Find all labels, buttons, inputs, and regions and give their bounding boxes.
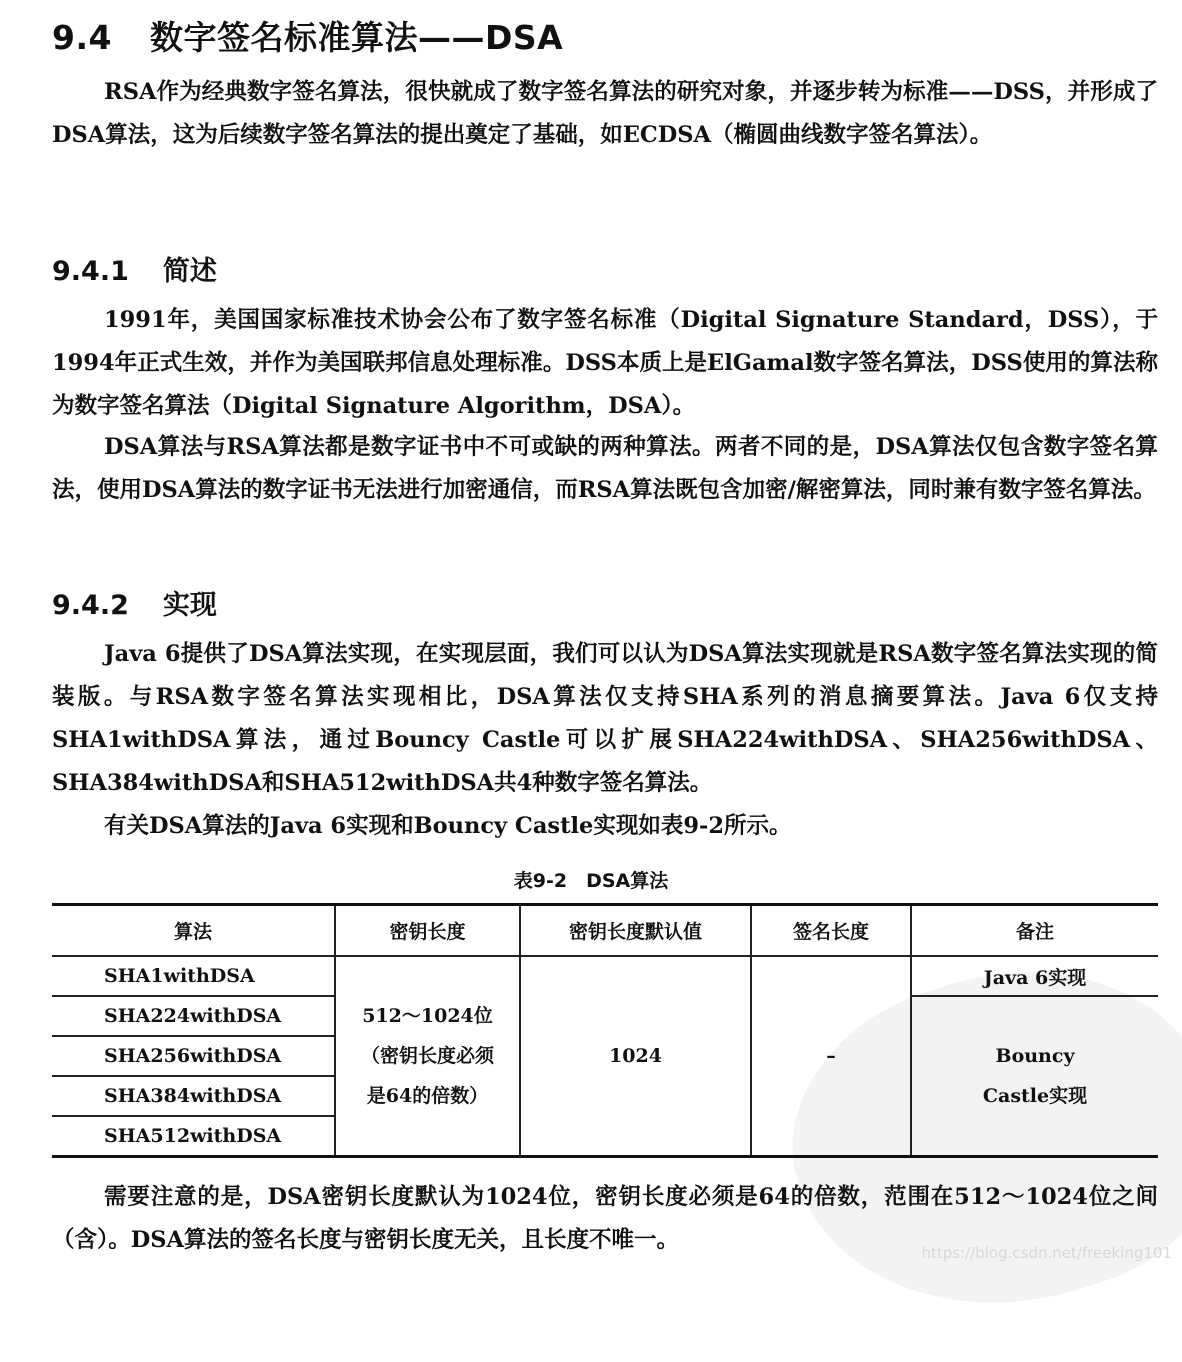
subsection-number: 9.4.2 xyxy=(52,590,129,621)
note-bouncy-castle-cell xyxy=(911,996,1158,1157)
dsa-algorithm-table xyxy=(52,903,1158,1158)
algorithm-cell: SHA224withDSA xyxy=(52,996,335,1036)
default-key-length-cell: 1024 xyxy=(520,956,751,1157)
algorithm-cell: SHA384withDSA xyxy=(52,1076,335,1116)
implementation-paragraph-2: 有关DSA算法的Java 6实现和Bouncy Castle实现如表9-2所示。 xyxy=(104,813,792,839)
header-signature-length: 签名长度 xyxy=(751,905,911,957)
subsection-heading-overview xyxy=(52,249,217,288)
algorithm-cell: SHA512withDSA xyxy=(52,1116,335,1157)
subsection-number: 9.4.1 xyxy=(52,256,129,287)
key-length-cell xyxy=(335,956,520,1157)
section-title: 数字签名标准算法——DSA xyxy=(149,18,564,57)
subsection-heading-implementation xyxy=(52,583,217,622)
header-algorithm: 算法 xyxy=(52,905,335,957)
table-row xyxy=(52,956,1158,996)
watermark-url: https://blog.csdn.net/freeking101 xyxy=(921,1244,1172,1262)
section-heading xyxy=(52,12,563,59)
subsection-title: 实现 xyxy=(162,590,217,621)
note-java-cell: Java 6实现 xyxy=(911,956,1158,996)
intro-paragraph: RSA作为经典数字签名算法，很快就成了数字签名算法的研究对象，并逐步转为标准——DSS，并形成了DSA算法，这为后续数字签名算法的提出奠定了基础，如ECDSA（椭圆曲线数字签名算法）。 xyxy=(52,79,1158,148)
signature-length-cell: – xyxy=(751,956,911,1157)
section-number: 9.4 xyxy=(52,18,112,57)
key-length-line: 是64的倍数） xyxy=(366,1085,489,1107)
header-key-length: 密钥长度 xyxy=(335,905,520,957)
key-length-line: 512～1024位 xyxy=(362,1005,493,1027)
closing-paragraph: 需要注意的是，DSA密钥长度默认为1024位，密钥长度必须是64的倍数，范围在512～1024位之间（含）。DSA算法的签名长度与密钥长度无关，且长度不唯一。 xyxy=(52,1184,1158,1253)
algorithm-cell: SHA256withDSA xyxy=(52,1036,335,1076)
overview-paragraph-1: 1991年，美国国家标准技术协会公布了数字签名标准（Digital Signature Standard，DSS），于1994年正式生效，并作为美国联邦信息处理标准。DSS本质上是ElGamal数字签名算法，DSS使用的算法称为数字签名算法（Digital Signature Algorithm，DSA）。 xyxy=(52,307,1158,419)
key-length-line: （密钥长度必须 xyxy=(360,1045,494,1067)
header-notes: 备注 xyxy=(911,905,1158,957)
subsection-title: 简述 xyxy=(162,256,217,287)
note-line: Castle实现 xyxy=(982,1085,1088,1107)
note-line: Bouncy xyxy=(995,1045,1075,1067)
overview-paragraph-2: DSA算法与RSA算法都是数字证书中不可或缺的两种算法。两者不同的是，DSA算法仅包含数字签名算法，使用DSA算法的数字证书无法进行加密通信，而RSA算法既包含加密/解密算法，同时兼有数字签名算法。 xyxy=(52,434,1158,503)
implementation-paragraph-1: Java 6提供了DSA算法实现，在实现层面，我们可以认为DSA算法实现就是RSA数字签名算法实现的简装版。与RSA数字签名算法实现相比，DSA算法仅支持SHA系列的消息摘要算法。Java 6仅支持SHA1withDSA算法，通过Bouncy Castle可以扩展SHA224withDSA、SHA256withDSA、SHA384withDSA和SHA512withDSA共4种数字签名算法。 xyxy=(52,641,1158,796)
table-caption: 表9-2 DSA算法 xyxy=(513,870,669,892)
table-header-row xyxy=(52,905,1158,957)
algorithm-cell: SHA1withDSA xyxy=(52,956,335,996)
header-default-key-length: 密钥长度默认值 xyxy=(520,905,751,957)
